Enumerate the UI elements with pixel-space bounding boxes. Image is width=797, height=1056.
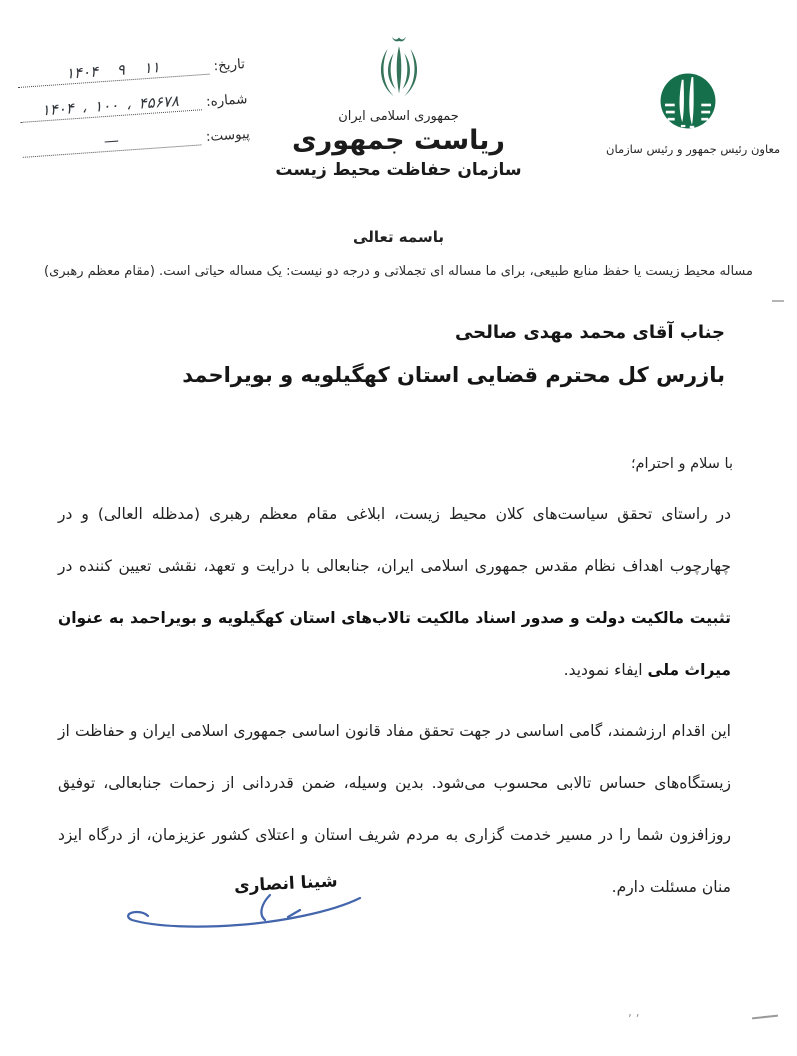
scan-artifact-tick	[772, 300, 784, 302]
office-title: ریاست جمهوری	[292, 125, 505, 156]
organization-name: سازمان حفاظت محیط زیست	[275, 160, 522, 180]
attachment-value: —	[21, 125, 201, 157]
handwritten-signature	[118, 890, 368, 940]
letter-body	[58, 488, 731, 913]
attachment-label: پیوست:	[205, 125, 251, 146]
bismillah: باسمه تعالی	[353, 228, 444, 246]
date-label: تاریخ:	[212, 56, 246, 75]
paragraph-1-bold-clause: تثبیت مالکیت دولت و صدور اسناد مالکیت تالاب‌های استان کهگیلویه و بویراحمد به عنوان میراث ملی	[58, 609, 731, 679]
number-label: شماره:	[205, 91, 248, 110]
leader-quote: مساله محیط زیست یا حفظ منابع طبیعی، برای ما مساله ای تجملاتی و درجه دو نیست: یک مساله حیاتی است. (مقام معظم رهبری)	[44, 264, 753, 279]
paragraph-1	[58, 488, 731, 696]
salutation: با سلام و احترام؛	[630, 456, 733, 472]
paragraph-2: این اقدام ارزشمند، گامی اساسی در جهت تحقق مفاد قانون اساسی جمهوری اسلامی ایران و حفاظت از زیستگاه‌های حساس تالابی محسوب می‌شود. بدین وسیله، ضمن قدردانی از زحمات جنابعالی، توفیق روزافزون شما را در مسیر خدمت گزاری به مردم شریف استان و اعتلای کشور عزیزمان، از درگاه ایزد منان مسئلت دارم.	[58, 722, 731, 896]
iran-national-emblem-icon	[372, 34, 426, 104]
environment-organization-logo-icon	[657, 70, 719, 132]
recipient-title: بازرس کل محترم قضایی استان کهگیلویه و بویراحمد	[182, 363, 725, 387]
sender-role: معاون رئیس جمهور و رئیس سازمان	[606, 142, 781, 156]
paragraph-1-text-end: ایفاء نمودید.	[563, 661, 648, 679]
date-value-handwritten: ۱۱ ۹ ۱۴۰۴	[17, 55, 210, 88]
letterhead-right	[606, 70, 781, 156]
scan-artifact-marks: ٬ ٬	[628, 1012, 640, 1026]
scan-artifact-dash	[752, 1015, 778, 1020]
number-value-handwritten: ۴۵۶۷۸ ، ۱۰۰ ، ۱۴۰۴	[19, 90, 202, 123]
paragraph-1-text-start: در راستای تحقق سیاست‌های کلان محیط زیست، ابلاغی مقام معظم رهبری (مدظله العالی) و در چهارچوب اهداف نظام مقدس جمهوری اسلامی ایران، جنابعالی با درایت و تعهد، نقشی تعیین کننده در	[58, 505, 731, 575]
recipient-block	[182, 322, 725, 387]
signature-block	[118, 872, 370, 938]
recipient-name: جناب آقای محمد مهدی صالحی	[454, 322, 725, 343]
signer-name: شینا انصاری	[233, 871, 339, 897]
country-name: جمهوری اسلامی ایران	[338, 109, 459, 124]
